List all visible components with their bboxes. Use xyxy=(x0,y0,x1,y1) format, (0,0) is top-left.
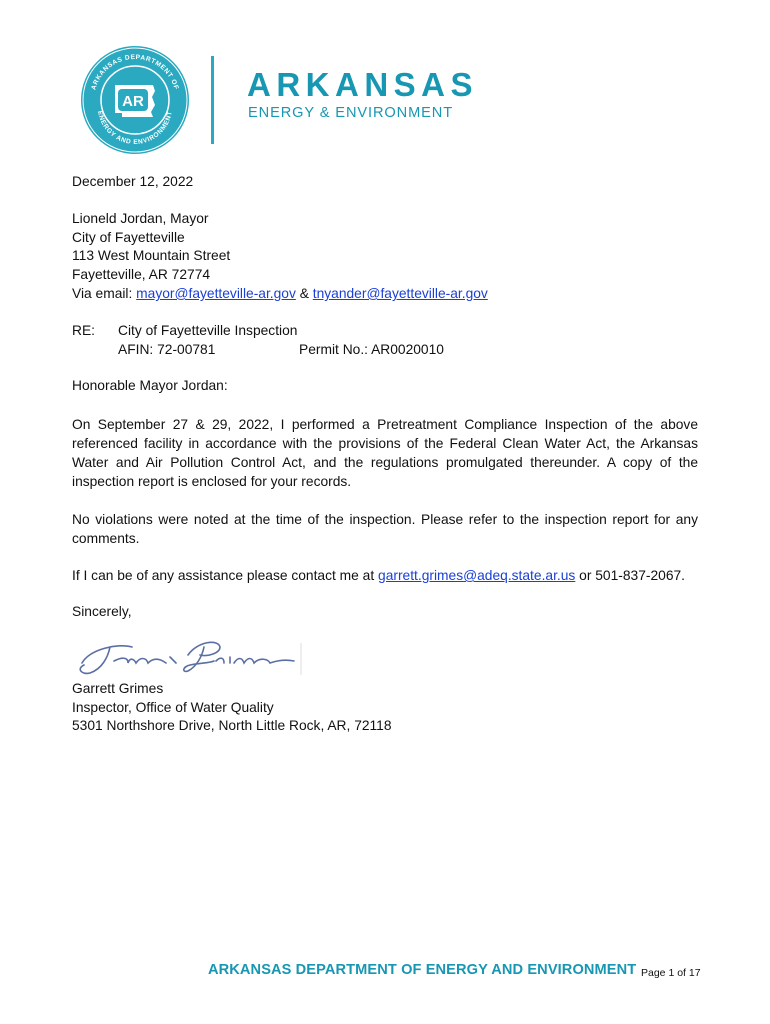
handwritten-signature xyxy=(70,635,305,680)
closing: Sincerely, xyxy=(72,604,132,619)
signer-name: Garrett Grimes xyxy=(72,681,164,696)
body-paragraph-1: On September 27 & 29, 2022, I performed a Pretreatment Compliance Inspection of the above referenced facility in accordance with the provisions of the Federal Clean Water Act, the Arkansas Water and Air Pollution Control Act, and the regulations promulgated thereunder. A copy of the inspection report is enclosed for your records. xyxy=(72,417,698,489)
letter-date: December 12, 2022 xyxy=(72,174,194,189)
recipient-street: 113 West Mountain Street xyxy=(72,248,231,263)
signer-title: Inspector, Office of Water Quality xyxy=(72,700,274,715)
signer-address: 5301 Northshore Drive, North Little Rock, AR, 72118 xyxy=(72,718,392,733)
contact-phone: or 501-837-2067. xyxy=(575,568,686,583)
email-joiner: & xyxy=(295,286,313,301)
recipient-email-line xyxy=(72,285,488,303)
tnyander-email-link[interactable]: tnyander@fayetteville-ar.gov xyxy=(312,286,488,301)
email-prefix: Via email: xyxy=(72,286,137,301)
contact-prefix: If I can be of any assistance please contact me at xyxy=(72,568,379,583)
footer-org: ARKANSAS DEPARTMENT OF ENERGY AND ENVIRONMENT xyxy=(208,962,637,978)
svg-text:ARKANSAS DEPARTMENT OF: ARKANSAS DEPARTMENT OF xyxy=(90,53,180,91)
body-paragraph-3 xyxy=(72,567,685,585)
brand-title: ARKANSAS xyxy=(247,66,479,103)
salutation: Honorable Mayor Jordan: xyxy=(72,378,228,393)
svg-text:AR: AR xyxy=(122,93,144,110)
letterhead-divider xyxy=(211,56,214,144)
body-paragraph-2: No violations were noted at the time of the inspection. Please refer to the inspection report for any comments. xyxy=(72,512,698,546)
page-number: Page 1 of 17 xyxy=(641,967,701,979)
re-label: RE: xyxy=(72,323,95,338)
inspector-email-link[interactable]: garrett.grimes@adeq.state.ar.us xyxy=(378,568,576,583)
re-afin: AFIN: 72-00781 xyxy=(118,342,216,357)
svg-text:ENERGY AND ENVIRONMENT: ENERGY AND ENVIRONMENT xyxy=(96,110,174,147)
recipient-org: City of Fayetteville xyxy=(72,230,185,245)
brand-subtitle: ENERGY & ENVIRONMENT xyxy=(248,105,454,121)
recipient-name: Lioneld Jordan, Mayor xyxy=(72,211,209,226)
department-seal-logo xyxy=(80,45,190,155)
recipient-city: Fayetteville, AR 72774 xyxy=(72,267,211,282)
mayor-email-link[interactable]: mayor@fayetteville-ar.gov xyxy=(136,286,296,301)
re-permit: Permit No.: AR0020010 xyxy=(299,342,444,357)
re-subject: City of Fayetteville Inspection xyxy=(118,323,298,338)
